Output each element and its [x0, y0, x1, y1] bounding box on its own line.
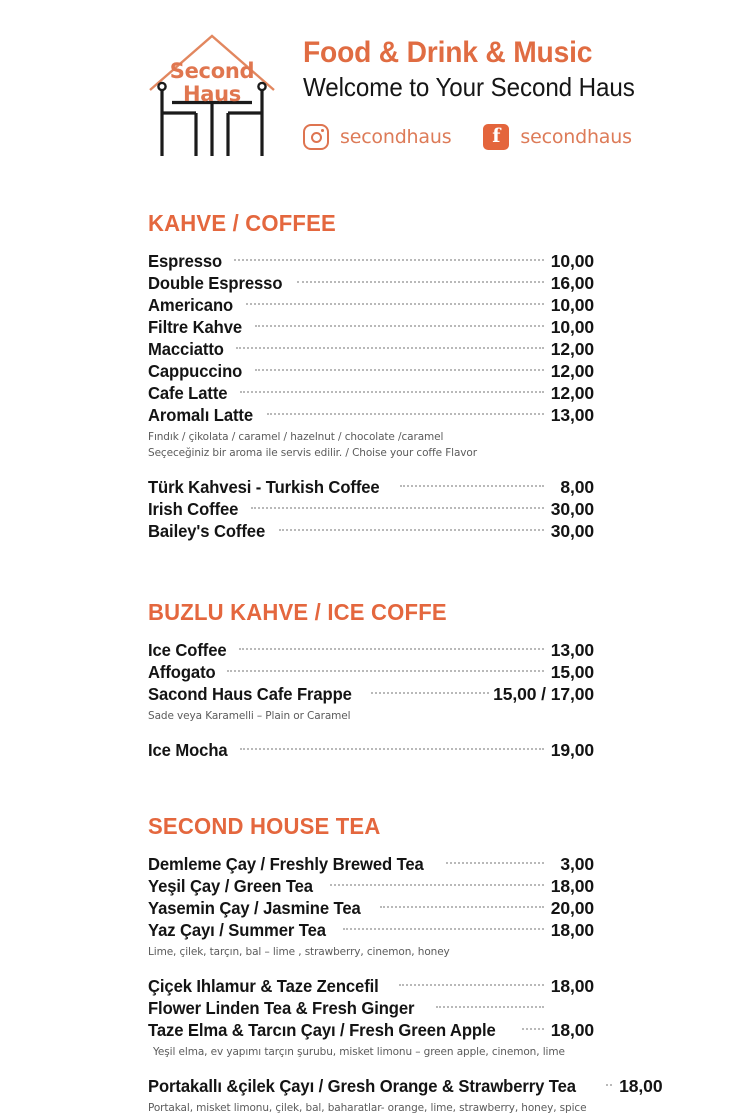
- item-price: 30,00: [550, 521, 594, 541]
- spacer: [148, 461, 594, 471]
- facebook-icon: [483, 124, 509, 150]
- menu-row[interactable]: [148, 245, 594, 271]
- item-note: Portakal, misket limonu, çilek, bal, baharatlar- orange, lime, strawberry, honey, spice: [148, 1102, 587, 1114]
- item-note: Fındık / çikolata / caramel / hazelnut / chocolate /caramel: [148, 431, 444, 443]
- leader-dots: [236, 333, 548, 355]
- item-name: Aromalı Latte: [148, 405, 254, 425]
- item-price: 18,00: [550, 876, 594, 896]
- item-price: 12,00: [550, 339, 594, 359]
- leader-dots: [297, 267, 548, 289]
- spacer: [148, 756, 594, 813]
- section-title-ice-coffee: BUZLU KAHVE / ICE COFFE: [148, 599, 447, 625]
- item-name: Portakallı &çilek Çayı / Gresh Orange & Strawberry Tea: [148, 1076, 576, 1096]
- menu-row[interactable]: [148, 634, 594, 660]
- item-name: Irish Coffee: [148, 499, 239, 519]
- item-name: Taze Elma & Tarcın Çayı / Fresh Green Apple: [148, 1020, 496, 1040]
- item-price: 13,00: [550, 640, 594, 660]
- instagram-handle: secondhaus: [340, 126, 452, 148]
- section-title-coffee: KAHVE / COFFEE: [148, 210, 336, 236]
- second-haus-logo: [148, 28, 276, 158]
- spacer: [148, 1060, 594, 1070]
- item-price: 18,00: [550, 1020, 594, 1040]
- instagram-link[interactable]: [303, 124, 451, 150]
- item-price: 10,00: [550, 317, 594, 337]
- header-text-block: [303, 36, 723, 102]
- logo-word-line2: Haus: [183, 82, 241, 106]
- leader-dots: [399, 970, 548, 992]
- logo-wordmark: [148, 28, 276, 105]
- item-price: 30,00: [550, 499, 594, 519]
- menu-row[interactable]: [148, 970, 594, 996]
- item-name: Sacond Haus Cafe Frappe: [148, 684, 352, 704]
- item-name: Cafe Latte: [148, 383, 228, 403]
- item-name: Demleme Çay / Freshly Brewed Tea: [148, 854, 424, 874]
- leader-dots: [240, 377, 548, 399]
- leader-dots: [279, 515, 548, 537]
- leader-dots: [436, 992, 548, 1014]
- menu-row[interactable]: [148, 1070, 663, 1096]
- item-note: Yeşil elma, ev yapımı tarçın şurubu, misket limonu – green apple, cinemon, lime: [153, 1046, 565, 1058]
- item-name: Double Espresso: [148, 273, 283, 293]
- item-price: 8,00: [560, 477, 594, 497]
- item-name: Yaz Çayı / Summer Tea: [148, 920, 326, 940]
- item-price: 18,00: [550, 976, 594, 996]
- leader-dots: [234, 245, 548, 267]
- item-note: Sade veya Karamelli – Plain or Caramel: [148, 710, 351, 722]
- section-title-tea: SECOND HOUSE TEA: [148, 813, 381, 839]
- item-name: Yasemin Çay / Jasmine Tea: [148, 898, 361, 918]
- item-name: Filtre Kahve: [148, 317, 243, 337]
- item-price: 16,00: [550, 273, 594, 293]
- leader-dots: [380, 892, 548, 914]
- item-name: Affogato: [148, 662, 216, 682]
- leader-dots: [400, 471, 548, 493]
- item-price: 12,00: [550, 383, 594, 403]
- leader-dots: [251, 493, 548, 515]
- item-price: 18,00: [550, 920, 594, 940]
- item-name: Americano: [148, 295, 234, 315]
- item-price: 10,00: [550, 295, 594, 315]
- item-name: Espresso: [148, 251, 223, 271]
- item-price: 12,00: [550, 361, 594, 381]
- menu-section-tea: [148, 813, 663, 1116]
- item-note: Seçeceğiniz bir aroma ile servis edilir. / Choise your coffe Flavor: [148, 447, 477, 459]
- menu-row[interactable]: [148, 471, 594, 497]
- item-name: Yeşil Çay / Green Tea: [148, 876, 313, 896]
- logo-word-line1: Second: [169, 59, 255, 83]
- spacer: [148, 537, 594, 599]
- page-subtitle: Welcome to Your Second Haus: [303, 72, 635, 102]
- item-name: Cappuccino: [148, 361, 243, 381]
- facebook-handle: secondhaus: [520, 126, 632, 148]
- leader-dots: [255, 355, 548, 377]
- item-name: Flower Linden Tea & Fresh Ginger: [148, 998, 415, 1018]
- facebook-link[interactable]: [483, 124, 631, 150]
- menu-row[interactable]: [148, 848, 594, 874]
- item-price: 18,00: [619, 1076, 663, 1096]
- leader-dots: [522, 1014, 548, 1036]
- item-name: Ice Mocha: [148, 740, 228, 760]
- menu-body: [148, 210, 663, 1116]
- item-price: 15,00: [550, 662, 594, 682]
- item-note: Lime, çilek, tarçın, bal – lime , strawberry, cinemon, honey: [148, 946, 450, 958]
- item-price: 19,00: [550, 740, 594, 760]
- social-links: [303, 124, 664, 150]
- item-price: 20,00: [550, 898, 594, 918]
- instagram-icon: [303, 124, 329, 150]
- leader-dots: [446, 848, 548, 870]
- item-name: Bailey's Coffee: [148, 521, 266, 541]
- page-title: Food & Drink & Music: [303, 36, 593, 69]
- item-name: Çiçek Ihlamur & Taze Zencefil: [148, 976, 379, 996]
- leader-dots: [343, 914, 548, 936]
- leader-dots: [239, 634, 548, 656]
- item-price: 3,00: [560, 854, 594, 874]
- leader-dots: [255, 311, 548, 333]
- spacer: [148, 724, 594, 734]
- leader-dots: [267, 399, 548, 421]
- leader-dots: [227, 656, 548, 678]
- item-price: 10,00: [550, 251, 594, 271]
- item-name: Macciatto: [148, 339, 224, 359]
- leader-dots: [606, 1070, 616, 1092]
- item-name: Türk Kahvesi - Turkish Coffee: [148, 477, 380, 497]
- menu-row[interactable]: [148, 734, 594, 760]
- item-price: 13,00: [550, 405, 594, 425]
- leader-dots: [371, 678, 494, 700]
- spacer: [148, 960, 594, 970]
- item-price: 15,00 / 17,00: [493, 684, 594, 704]
- item-name: Ice Coffee: [148, 640, 227, 660]
- menu-section-ice-coffee: [148, 599, 594, 760]
- leader-dots: [246, 289, 548, 311]
- leader-dots: [240, 734, 548, 756]
- menu-section-coffee: [148, 210, 594, 541]
- leader-dots: [330, 870, 548, 892]
- menu-header: [0, 0, 740, 185]
